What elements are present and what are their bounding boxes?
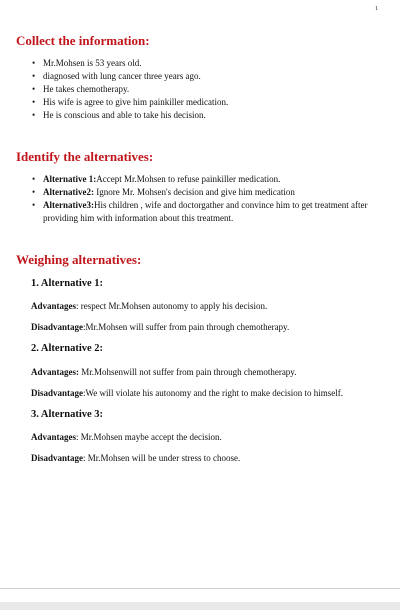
disadvantage-label: Disadvantage (31, 388, 84, 398)
advantages-line (16, 366, 370, 378)
alternative-title: 3. Alternative 3: (31, 409, 104, 420)
disadvantage-text: :Mr.Mohsen will suffer from pain through chemotherapy. (83, 322, 290, 332)
list-item: • Mr.Mohsen is 53 years old. (16, 57, 370, 70)
list-item (16, 173, 370, 186)
collect-list (16, 57, 370, 122)
disadvantage-label: Disadvantage (31, 322, 84, 332)
alternative-title: 2. Alternative 2: (31, 343, 104, 354)
advantages-line (16, 300, 370, 312)
alternatives-list (16, 173, 370, 225)
advantages-line (16, 431, 370, 443)
advantages-label: Advantages (31, 432, 77, 442)
advantages-label: Advantages (31, 301, 77, 311)
page-bottom-divider (0, 588, 400, 589)
list-item: • He is conscious and able to take his decision. (16, 109, 370, 122)
disadvantage-label: Disadvantage (31, 453, 84, 463)
disadvantage-line (16, 452, 370, 464)
alternative-label: Alternative3: (43, 200, 94, 210)
alternative-text: Ignore Mr. Mohsen's decision and give him medication (93, 187, 295, 197)
alternative-label: Alternative2: (43, 187, 94, 197)
alternative-text: Accept Mr.Mohsen to refuse painkiller medication. (96, 174, 281, 184)
weighing-heading: Weighing alternatives: (16, 252, 142, 267)
alternative-label: Alternative 1: (43, 174, 97, 184)
disadvantage-text: : Mr.Mohsen will be under stress to choose. (83, 453, 241, 463)
list-item: • diagnosed with lung cancer three years ago. (16, 70, 370, 83)
disadvantage-line (16, 321, 370, 333)
advantages-text: : respect Mr.Mohsen autonomy to apply his decision. (76, 301, 268, 311)
advantages-label: Advantages: (31, 367, 80, 377)
page-number: 1 (375, 6, 378, 12)
collect-heading: Collect the information: (16, 33, 150, 48)
advantages-text: : Mr.Mohsen maybe accept the decision. (76, 432, 222, 442)
document-body (16, 33, 370, 464)
page-bottom-band (0, 602, 400, 610)
disadvantage-line (16, 387, 370, 399)
alternative-title: 1. Alternative 1: (31, 278, 104, 289)
list-item (16, 186, 370, 199)
disadvantage-text: :We will violate his autonomy and the right to make decision to himself. (83, 388, 343, 398)
list-item: • His wife is agree to give him painkiller medication. (16, 96, 370, 109)
list-item (16, 199, 370, 225)
identify-heading: Identify the alternatives: (16, 149, 154, 164)
list-item: • He takes chemotherapy. (16, 83, 370, 96)
advantages-text: Mr.Mohsenwill not suffer from pain through chemotherapy. (79, 367, 297, 377)
alternative-text: His children , wife and doctorgather and convince him to get treatment after providing him with information about this treatment. (43, 200, 368, 223)
